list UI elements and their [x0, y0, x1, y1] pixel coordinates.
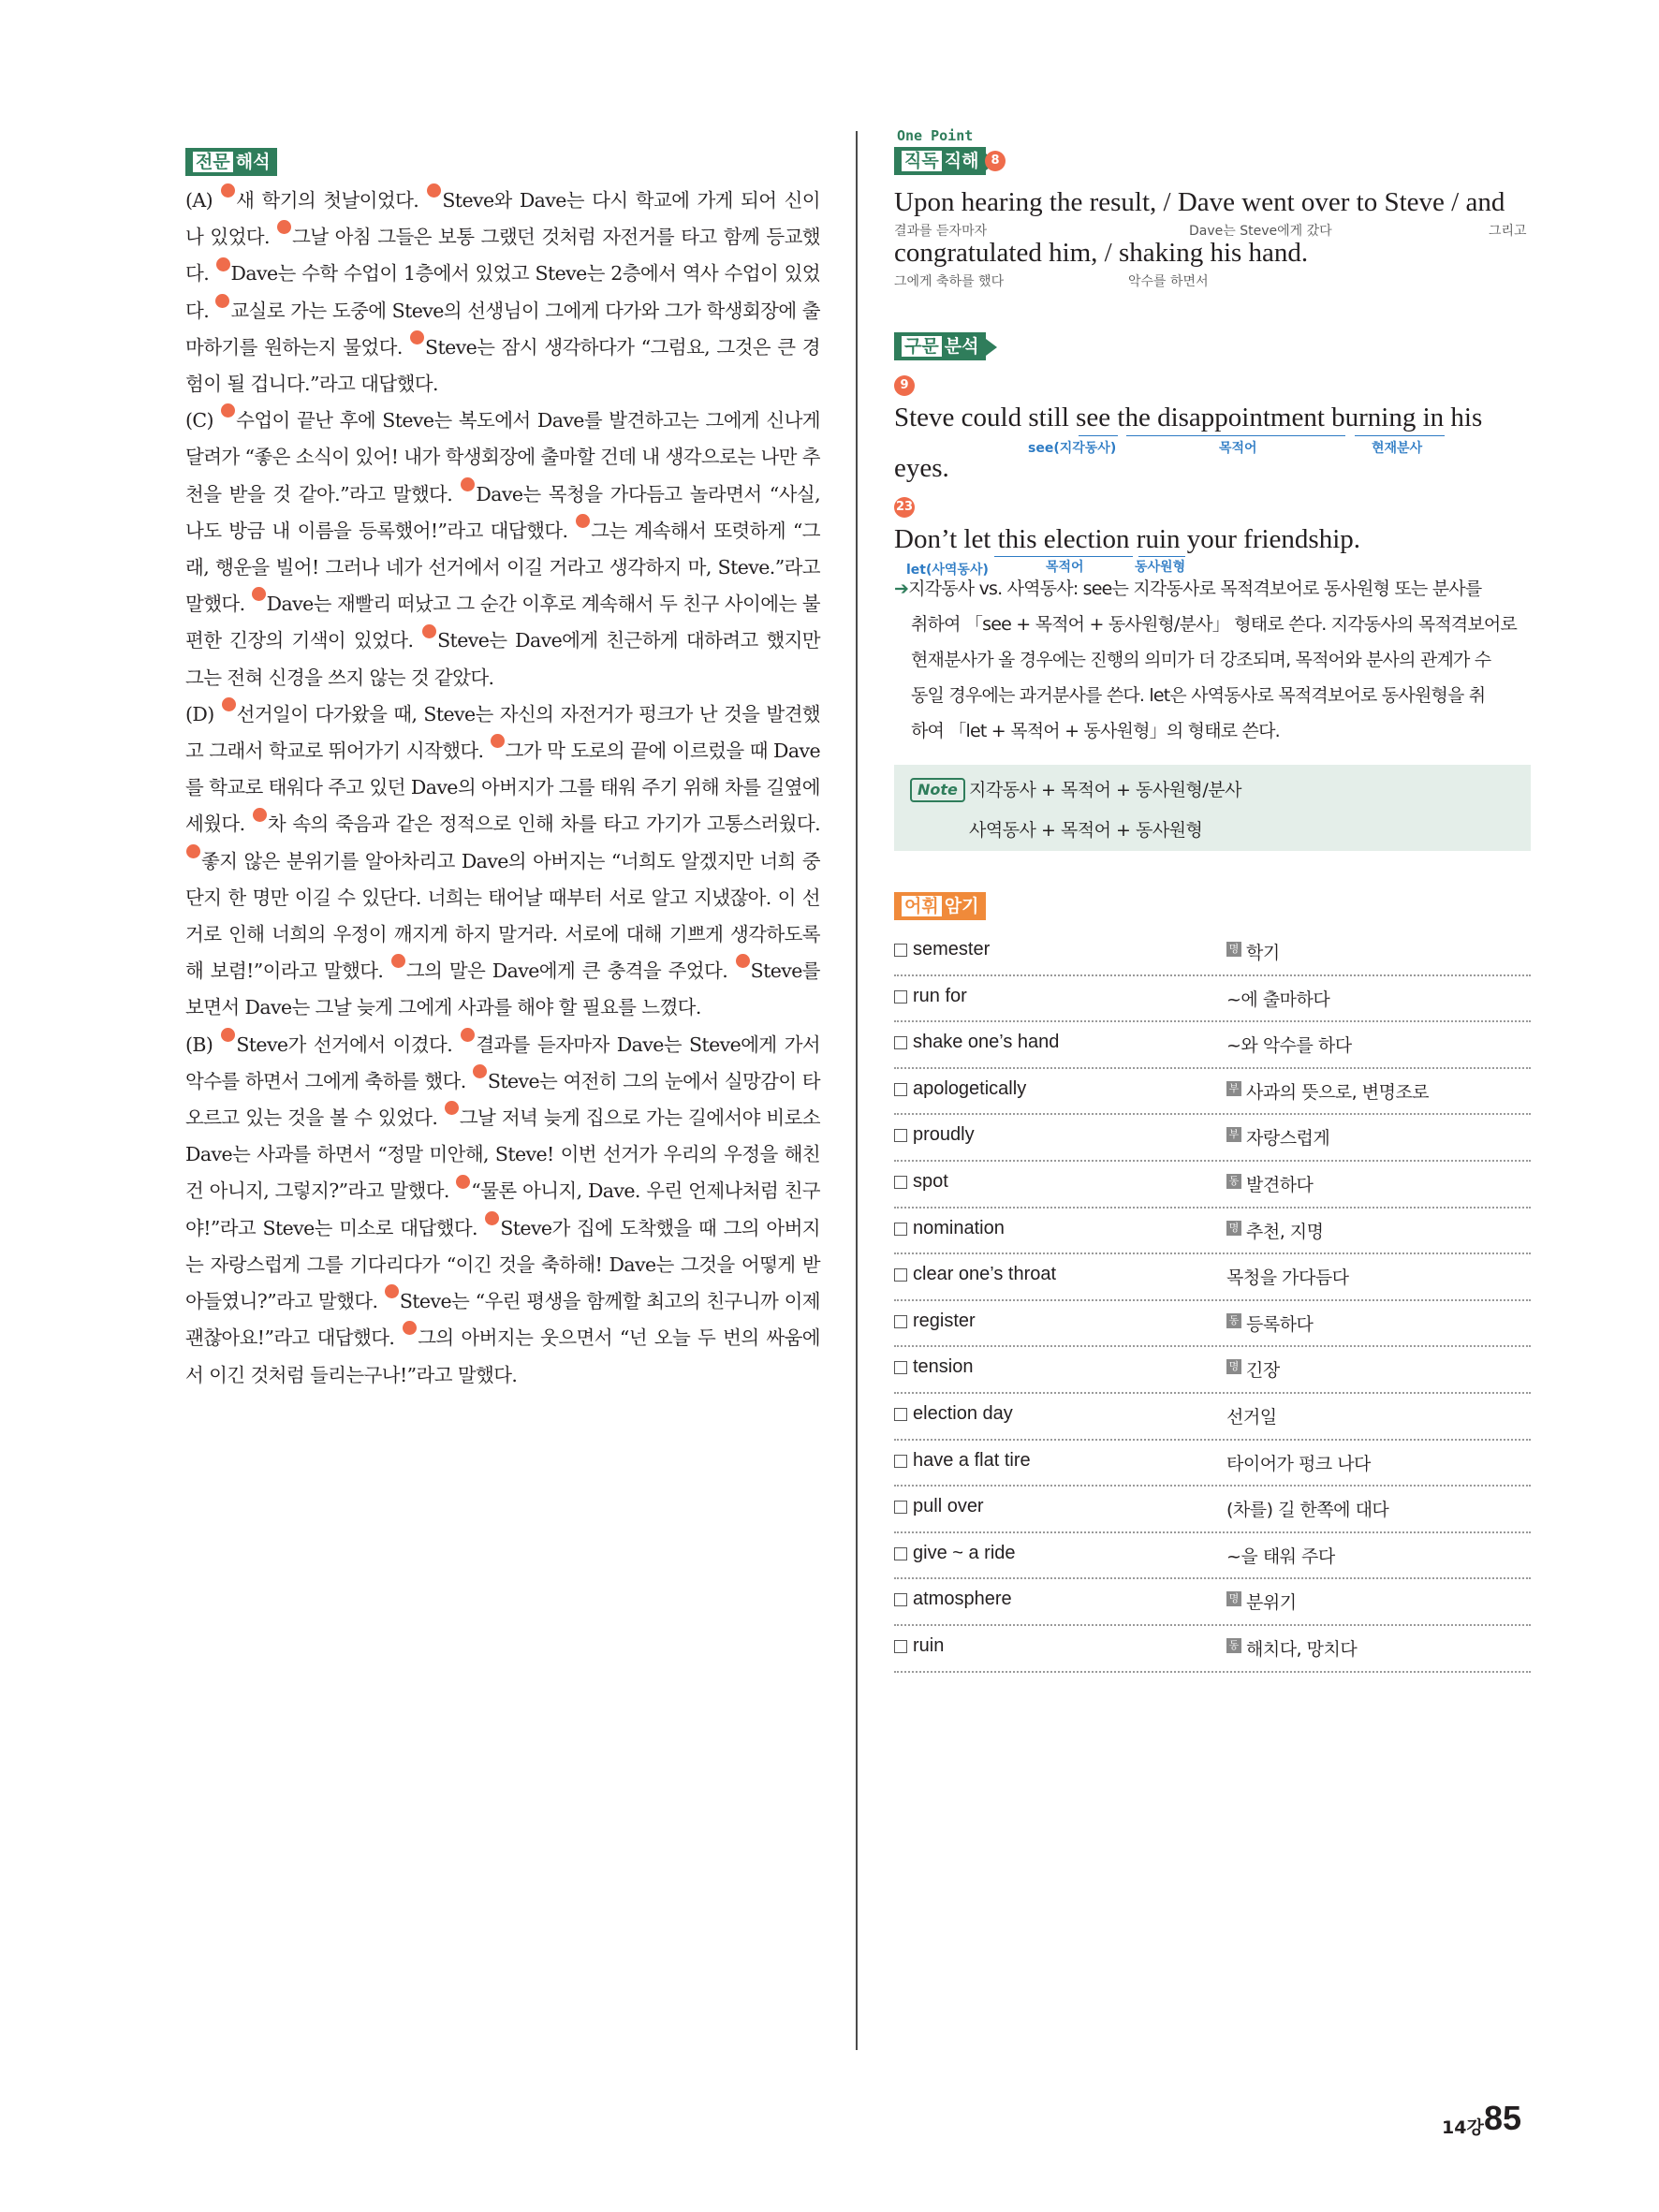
sentence-number: 8: [985, 151, 1006, 171]
gloss: see(지각동사): [1028, 441, 1117, 456]
checkbox-icon: [894, 944, 907, 957]
translation-paragraph: [185, 403, 820, 696]
gloss: Dave는 Steve에게 갔다: [1189, 224, 1332, 239]
note-line: 지각동사 + 목적어 + 동사원형/분사: [969, 780, 1242, 800]
explanation-line: 현재분사가 올 경우에는 진행의 의미가 더 강조되며, 목적어와 분사의 관계가 수: [911, 650, 1491, 670]
underline: [1355, 435, 1445, 436]
gloss: 현재분사: [1372, 441, 1423, 456]
part-of-speech-badge: 명: [1226, 1591, 1241, 1606]
sentence-text: Steve는 Dave에게 친근하게 대하려고 했지만 그는 전혀 신경을 쓰지 않는 것 같았다.: [185, 629, 820, 689]
translation-paragraph: [185, 696, 820, 1027]
sentence-marker-icon: [252, 587, 266, 601]
vocab-word: proudly: [913, 1124, 975, 1146]
sentence-marker-icon: [461, 477, 475, 491]
sentence-text: 그날 아침 그들은 보통 그랬던 것처럼 자전거를 타고 함께 등교했다.: [185, 226, 820, 286]
sentence-marker-icon: [456, 1175, 470, 1189]
sentence-number: 23: [894, 497, 915, 518]
vocab-word: nomination: [913, 1217, 1005, 1238]
sentence-marker-icon: [215, 294, 229, 308]
sentence-text: “물론 아니지, Dave. 우린 언제나처럼 친구야!”라고 Steve는 미소로 대답했다.: [185, 1179, 820, 1239]
translation-paragraph: [185, 183, 820, 403]
sentence-text: 결과를 듣자마자 Dave는 Steve에게 가서 악수를 하면서 그에게 축하를 했다.: [185, 1033, 820, 1092]
sentence-marker-icon: [216, 257, 230, 271]
gloss: 그리고: [1489, 224, 1527, 239]
checkbox-icon: [894, 1408, 907, 1421]
checkbox-icon: [894, 1315, 907, 1328]
sentence-marker-icon: [403, 1321, 417, 1335]
sentence-marker-icon: [385, 1284, 399, 1298]
gloss: 결과를 듣자마자: [894, 224, 988, 239]
vocab-row: [894, 1022, 1531, 1069]
underline: [1138, 556, 1185, 557]
sentence-text: 그날 저녁 늦게 집으로 가는 길에서야 비로소 Dave는 사과를 하면서 “정말 미안해, Steve! 이번 선거가 우리의 우정을 해친 건 아니지, 그렇지?”라고 말했다.: [185, 1106, 820, 1203]
sentence-text: 교실로 가는 도중에 Steve의 선생님이 그에게 다가와 그가 학생회장에 출마하기를 원하는지 물었다.: [185, 299, 820, 359]
sentence-text: Dave는 목청을 가다듬고 놀라면서 “사실, 나도 방금 내 이름을 등록했어!”라고 대답했다.: [185, 482, 820, 542]
sentence-marker-icon: [253, 808, 267, 822]
vocab-meaning: 등록하다: [1246, 1313, 1314, 1335]
vocab-row: [894, 1162, 1531, 1209]
sentence-marker-icon: [576, 514, 590, 528]
sentence-text: 선거일이 다가왔을 때, Steve는 자신의 자전거가 펑크가 난 것을 발견했고 그래서 학교로 뛰어가기 시작했다.: [185, 702, 820, 763]
sentence-marker-icon: [473, 1064, 487, 1078]
vocab-row: [894, 976, 1531, 1023]
arrow-icon: ➔: [894, 579, 909, 599]
part-of-speech-badge: 명: [1226, 942, 1241, 957]
note-line: 사역동사 + 목적어 + 동사원형: [969, 820, 1203, 841]
vocab-word: shake one’s hand: [913, 1032, 1060, 1053]
vocab-word: spot: [913, 1170, 948, 1192]
vocab-word: tension: [913, 1356, 974, 1378]
part-of-speech-badge: 동: [1226, 1174, 1241, 1189]
checkbox-icon: [894, 1223, 907, 1236]
checkbox-icon: [894, 1083, 907, 1096]
gloss: 목적어: [1219, 441, 1257, 456]
vocab-word: semester: [913, 939, 991, 960]
vocab-meaning: ~을 태워 주다: [1226, 1545, 1335, 1567]
explanation-line: 하여 「let + 목적어 + 동사원형」의 형태로 쓴다.: [911, 721, 1280, 741]
sentence-marker-icon: [221, 183, 235, 198]
sentence-marker-icon: [445, 1101, 459, 1115]
checkbox-icon: [894, 1547, 907, 1560]
sentence-text: (C): [185, 409, 221, 432]
vocab-row: [894, 1626, 1531, 1673]
sentence-text: 그는 계속해서 또렷하게 “그래, 행운을 빌어! 그러나 네가 선거에서 이길 거라고 생각하지 마, Steve.”라고 말했다.: [185, 519, 820, 616]
checkbox-icon: [894, 1455, 907, 1468]
one-point-label: One Point: [897, 127, 974, 144]
vocab-meaning: 추천, 지명: [1246, 1221, 1324, 1242]
part-of-speech-badge: 명: [1226, 1359, 1241, 1374]
column-divider: [856, 131, 858, 2050]
sentence-marker-icon: [410, 330, 424, 344]
sentence-marker-icon: [736, 954, 750, 968]
page-number: 85: [1484, 2099, 1522, 2137]
checkbox-icon: [894, 990, 907, 1003]
direct-translation-badge: 직독 직해: [894, 147, 986, 175]
sentence-text: Steve가 집에 도착했을 때 그의 아버지는 자랑스럽게 그를 기다리다가 “이긴 것을 축하해! Dave는 그것을 어떻게 받아들였니?”라고 말했다.: [185, 1216, 820, 1313]
vocab-meaning: ~와 악수를 하다: [1226, 1035, 1352, 1057]
sentence-text: (D): [185, 702, 221, 725]
vocab-row: [894, 1115, 1531, 1162]
syntax-sentence-1-line2: eyes.: [894, 453, 949, 483]
part-of-speech-badge: 부: [1226, 1127, 1241, 1142]
gloss: let(사역동사): [906, 563, 989, 578]
sentence-text: Dave는 재빨리 떠났고 그 순간 이후로 계속해서 두 친구 사이에는 불편한 긴장의 기색이 있었다.: [185, 593, 820, 652]
sentence-marker-icon: [186, 844, 200, 858]
explanation-line: ➔지각동사 vs. 사역동사: see는 지각동사로 목적격보어로 동사원형 또는 분사를: [894, 579, 1482, 599]
vocab-meaning: (차를) 길 한쪽에 대다: [1226, 1500, 1389, 1521]
direct-sentence-line1: Upon hearing the result, / Dave went over to Steve / and: [894, 187, 1505, 217]
sentence-text: Dave는 수학 수업이 1층에서 있었고 Steve는 2층에서 역사 수업이 있었다.: [185, 262, 820, 322]
checkbox-icon: [894, 1593, 907, 1606]
vocab-meaning: 긴장: [1246, 1360, 1280, 1382]
sentence-text: Steve는 여전히 그의 눈에서 실망감이 타오르고 있는 것을 볼 수 있었다.: [185, 1069, 820, 1130]
vocab-word: give ~ a ride: [913, 1542, 1016, 1563]
sentence-marker-icon: [391, 954, 405, 968]
sentence-marker-icon: [491, 734, 505, 748]
vocab-word: have a flat tire: [913, 1449, 1031, 1471]
sentence-text: (B): [185, 1033, 221, 1056]
grammar-explanation: [894, 571, 1531, 749]
syntax-sentence-1-line1: Steve could still see the disappointment burning in his: [894, 403, 1483, 432]
vocab-word: clear one’s throat: [913, 1264, 1057, 1285]
part-of-speech-badge: 명: [1226, 1221, 1241, 1236]
vocab-row: [894, 1579, 1531, 1626]
syntax-analysis-badge: 구문 분석: [894, 332, 986, 360]
vocab-word: election day: [913, 1402, 1013, 1424]
gloss: 악수를 하면서: [1128, 274, 1209, 289]
lesson-number: 14강: [1442, 2117, 1484, 2138]
sentence-text: Steve는 “우린 평생을 함께할 최고의 친구니까 이제 괜찮아요!”라고 대답했다.: [185, 1290, 820, 1350]
vocab-row: [894, 1487, 1531, 1533]
part-of-speech-badge: 부: [1226, 1081, 1241, 1096]
vocab-row: [894, 1441, 1531, 1487]
sentence-text: 차 속의 죽음과 같은 정적으로 인해 차를 타고 가기가 고통스러웠다.: [267, 813, 820, 836]
sentence-marker-icon: [277, 220, 291, 234]
vocab-row: [894, 1069, 1531, 1116]
sentence-text: (A): [185, 189, 221, 212]
translation-paragraph: [185, 1027, 820, 1394]
underline: [1079, 435, 1118, 436]
sentence-text: 그가 막 도로의 끝에 이르렀을 때 Dave를 학교로 태워다 주고 있던 Dave의 아버지가 그를 태워 주기 위해 차를 길옆에 세웠다.: [185, 740, 820, 836]
vocab-row: [894, 1254, 1531, 1301]
explanation-line: 동일 경우에는 과거분사를 쓴다. let은 사역동사로 목적격보어로 동사원형을 취: [911, 685, 1486, 706]
vocab-meaning: 분위기: [1246, 1592, 1297, 1614]
note-box: [894, 765, 1531, 851]
checkbox-icon: [894, 1036, 907, 1049]
sentence-text: 그의 말은 Dave에게 큰 충격을 주었다.: [405, 960, 735, 983]
checkbox-icon: [894, 1501, 907, 1514]
sentence-text: 좋지 않은 분위기를 알아차리고 Dave의 아버지는 “너희도 알겠지만 너희 중 단지 한 명만 이길 수 있단다. 너희는 태어날 때부터 서로 알고 지냈잖아. 이 선거로 인해 너희의 우정이 깨지게 하지 말거라. 서로에 대해 기쁘게 생각하도록 해 보렴!”이라고 말했다.: [185, 849, 820, 983]
vocab-meaning: 발견하다: [1246, 1174, 1314, 1195]
vocab-meaning: 자랑스럽게: [1246, 1128, 1330, 1150]
translation-text: [185, 183, 820, 1394]
vocabulary-badge: 어휘 암기: [894, 892, 986, 920]
gloss: 동사원형: [1135, 560, 1186, 575]
sentence-text: Steve가 선거에서 이겼다.: [236, 1033, 461, 1056]
checkbox-icon: [894, 1640, 907, 1653]
vocab-word: ruin: [913, 1634, 945, 1656]
sentence-marker-icon: [221, 1028, 235, 1042]
vocab-row: [894, 1301, 1531, 1348]
gloss: 그에게 축하를 했다: [894, 274, 1005, 289]
checkbox-icon: [894, 1129, 907, 1142]
explanation-line: 취하여 「see + 목적어 + 동사원형/분사」 형태로 쓴다. 지각동사의 목적격보어로: [911, 614, 1518, 635]
vocab-row: [894, 1347, 1531, 1394]
vocab-meaning: 사과의 뜻으로, 변명조로: [1246, 1081, 1430, 1103]
syntax-sentence-2: Don’t let this election ruin your friendship.: [894, 524, 1361, 554]
vocabulary-list: [894, 930, 1531, 1673]
vocab-meaning: 목청을 가다듬다: [1226, 1267, 1349, 1289]
sentence-marker-icon: [422, 624, 436, 638]
vocab-row: [894, 1209, 1531, 1255]
vocab-meaning: 타이어가 펑크 나다: [1226, 1453, 1371, 1474]
sentence-marker-icon: [221, 403, 235, 417]
vocab-word: apologetically: [913, 1077, 1027, 1099]
vocab-row: [894, 1533, 1531, 1580]
sentence-text: Steve와 Dave는 다시 학교에 가게 되어 신이 나 있었다.: [185, 189, 820, 249]
sentence-text: 새 학기의 첫날이었다.: [236, 189, 427, 212]
checkbox-icon: [894, 1176, 907, 1189]
underline: [994, 556, 1133, 557]
vocab-meaning: 해치다, 망치다: [1246, 1638, 1358, 1660]
gloss: 목적어: [1046, 560, 1084, 575]
sentence-text: Steve를 보면서 Dave는 그날 늦게 그에게 사과를 해야 할 필요를 느꼈다.: [185, 960, 820, 1019]
direct-sentence-line2: congratulated him, / shaking his hand.: [894, 238, 1309, 268]
sentence-number: 9: [894, 375, 915, 396]
vocab-row: [894, 930, 1531, 976]
vocab-word: atmosphere: [913, 1589, 1012, 1610]
sentence-text: 수업이 끝난 후에 Steve는 복도에서 Dave를 발견하고는 그에게 신나게 달려가 “좋은 소식이 있어! 내가 학생회장에 출마할 건데 내 생각으로는 나만 추천을 받을 것 같아.”라고 말했다.: [185, 409, 820, 505]
checkbox-icon: [894, 1361, 907, 1374]
underline: [1126, 435, 1345, 436]
vocab-word: register: [913, 1310, 976, 1331]
sentence-marker-icon: [461, 1028, 475, 1042]
vocab-word: pull over: [913, 1496, 984, 1517]
note-tag: Note: [910, 778, 965, 802]
checkbox-icon: [894, 1268, 907, 1282]
vocab-meaning: 선거일: [1226, 1406, 1277, 1428]
vocab-meaning: ~에 출마하다: [1226, 989, 1330, 1010]
sentence-marker-icon: [427, 183, 441, 198]
sentence-text: 그의 아버지는 웃으면서 “넌 오늘 두 번의 싸움에서 이긴 것처럼 들리는구나!”라고 말했다.: [185, 1326, 820, 1386]
vocab-word: run for: [913, 985, 967, 1006]
sentence-marker-icon: [222, 697, 236, 711]
sentence-marker-icon: [485, 1211, 499, 1225]
vocab-row: [894, 1394, 1531, 1441]
sentence-text: Steve는 잠시 생각하다가 “그럼요, 그것은 큰 경험이 될 겁니다.”라고 대답했다.: [185, 335, 820, 396]
section-badge-full-translation: 전문 해석: [185, 148, 277, 176]
vocab-meaning: 학기: [1246, 943, 1280, 963]
part-of-speech-badge: 동: [1226, 1313, 1241, 1328]
part-of-speech-badge: 동: [1226, 1638, 1241, 1653]
